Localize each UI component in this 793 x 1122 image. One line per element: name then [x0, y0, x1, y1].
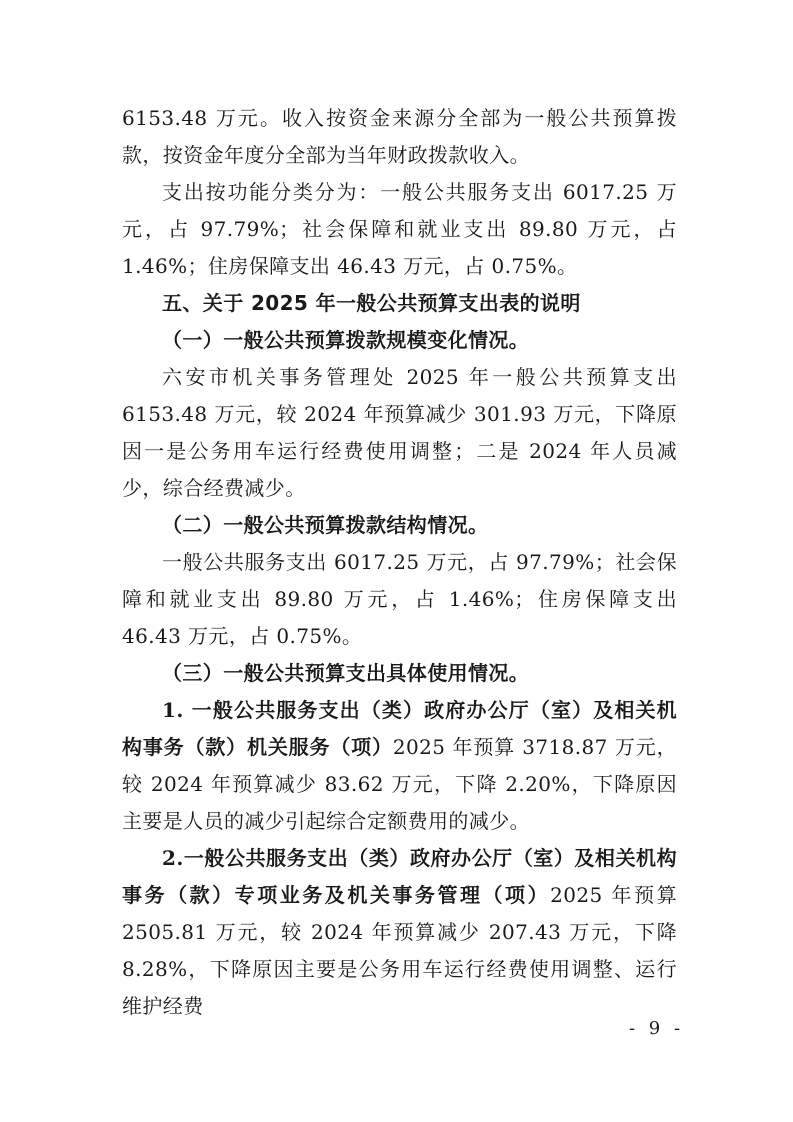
- subheading-1: （一）一般公共预算拨款规模变化情况。: [162, 328, 530, 352]
- page-number: - 9 -: [628, 1018, 685, 1039]
- paragraph-expenditure-by-function: 支出按功能分类分为：一般公共服务支出 6017.25 万元，占 97.79%；社会保障和就业支出 89.80 万元，占 1.46%；住房保障支出 46.43 万元，占 0.75%。: [122, 180, 677, 278]
- subheading-3: （三）一般公共预算支出具体使用情况。: [162, 661, 530, 685]
- paragraph-structure: 一般公共服务支出 6017.25 万元，占 97.79%；社会保障和就业支出 89.80 万元，占 1.46%；住房保障支出 46.43 万元，占 0.75%。: [122, 550, 677, 648]
- document-body: [122, 100, 677, 1025]
- paragraph-item-2: [122, 840, 677, 1025]
- item-1-heading: 1. 一般公共服务支出（类）政府办公厅（室）及相关机构事务（款）机关服务（项）: [122, 698, 677, 759]
- subheading-2: （二）一般公共预算拨款结构情况。: [162, 513, 489, 537]
- section-heading-5: 五、关于 2025 年一般公共预算支出表的说明: [162, 291, 581, 315]
- item-2-heading: 2.一般公共服务支出（类）政府办公厅（室）及相关机构事务（款）专项业务及机关事务管理（项）: [122, 846, 677, 907]
- paragraph-income-source: 6153.48 万元。收入按资金来源分全部为一般公共预算拨款，按资金年度分全部为当年财政拨款收入。: [122, 106, 677, 167]
- paragraph-scale-change: 六安市机关事务管理处 2025 年一般公共预算支出 6153.48 万元，较 2024 年预算减少 301.93 万元，下降原因一是公务用车运行经费使用调整；二是 2024 年人员减少，综合经费减少。: [122, 365, 677, 500]
- item-2-text: 2025 年预算 2505.81 万元，较 2024 年预算减少 207.43 万元，下降 8.28%，下降原因主要是公务用车运行经费使用调整、运行维护经费: [122, 883, 677, 1018]
- item-1-text: 2025 年预算 3718.87 万元，较 2024 年预算减少 83.62 万元，下降 2.20%，下降原因主要是人员的减少引起综合定额费用的减少。: [122, 735, 677, 833]
- paragraph-item-1: [122, 692, 677, 840]
